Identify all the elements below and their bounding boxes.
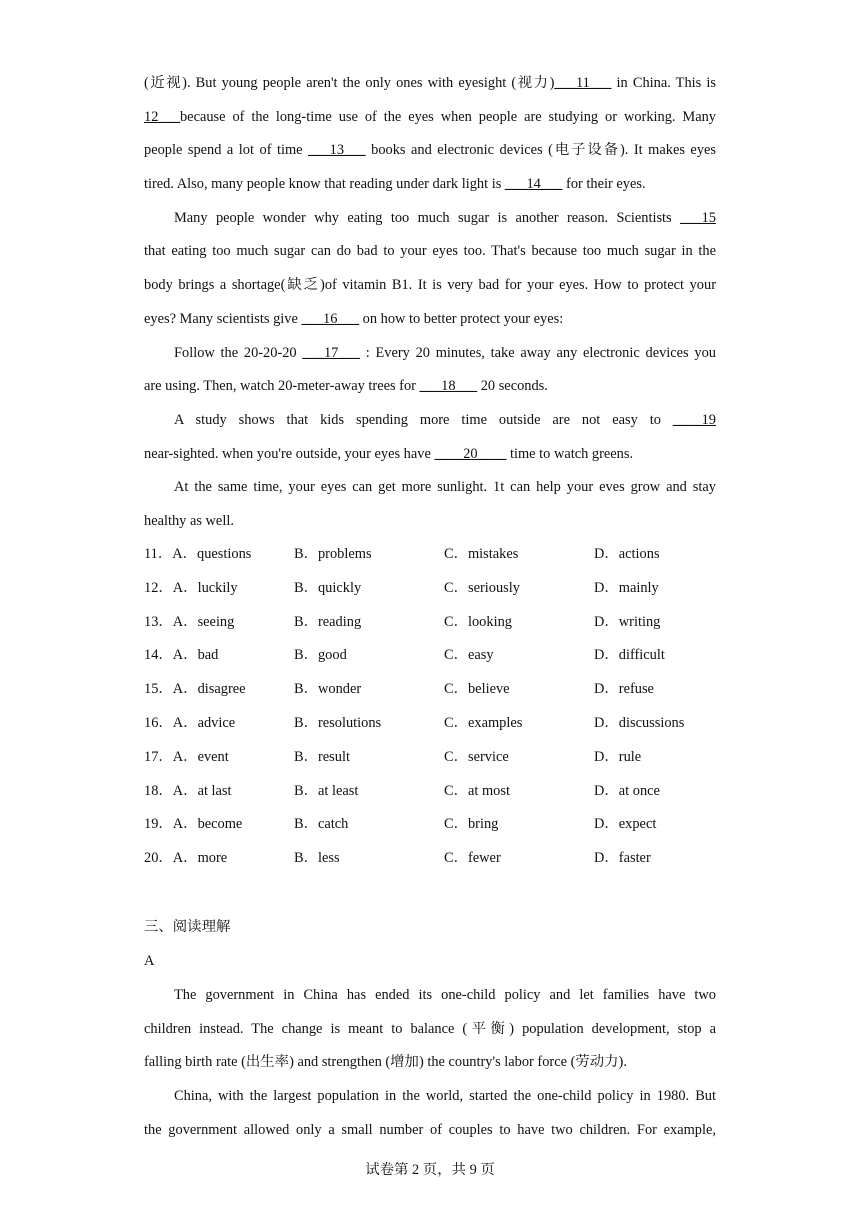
option-d: D．at once [594, 782, 660, 799]
cloze-text: Follow the 20-20-20 [174, 344, 303, 361]
option-a: 19．A．become [144, 816, 243, 833]
cloze-text: on how to better protect your eyes: [359, 310, 564, 327]
cloze-line [144, 407, 716, 441]
cloze-text: eyes? Many scientists give [144, 310, 302, 327]
option-a: 20．A．more [144, 850, 228, 867]
option-b: B．wonder [294, 681, 362, 698]
passage-line: children instead. The change is meant to balance (平衡) population development, stop a [144, 1020, 716, 1037]
cloze-text: are using. Then, watch 20-meter-away trees for [144, 378, 420, 395]
option-c: C．at most [444, 782, 510, 799]
cloze-text: because of the long-time use of the eyes when people are studying or working. Many [179, 108, 716, 125]
passage-line: The government in China has ended its one-child policy and let families have two [174, 987, 716, 1003]
option-a: 13．A．seeing [144, 613, 235, 630]
option-c: C．seriously [444, 579, 520, 596]
option-b: B．result [294, 748, 350, 765]
option-a: 16．A．advice [144, 714, 236, 731]
passage-line: falling birth rate (出生率) and strengthen (增加) the country's labor force (劳动力). [144, 1054, 627, 1071]
cloze-text: 20 seconds. [477, 378, 548, 395]
option-c: C．fewer [444, 850, 501, 867]
option-c: C．believe [444, 681, 510, 698]
option-a: 15．A．disagree [144, 681, 246, 698]
option-d: D．difficult [594, 647, 665, 664]
option-row [144, 710, 744, 744]
cloze-text: At the same time, your eyes can get more sunlight. 1t can help your eves grow and stay [174, 479, 716, 496]
passage-line: China, with the largest population in the world, started the one-child policy in 1980. But [174, 1088, 716, 1105]
option-row [144, 778, 744, 812]
option-b: B．at least [294, 782, 359, 799]
option-row [144, 642, 744, 676]
answer-blank: ____19 [672, 411, 716, 428]
option-d: D．expect [594, 816, 657, 833]
cloze-text: (近视). But young people aren't the only ones with eyesight (视力) [144, 75, 555, 91]
option-a: 17．A．event [144, 748, 229, 765]
cloze-text: time to watch greens. [506, 445, 634, 462]
option-b: B．reading [294, 613, 362, 630]
option-d: D．rule [594, 748, 642, 765]
cloze-text: tired. Also, many people know that reading under dark light is [144, 176, 505, 193]
answer-blank: ___15 [680, 209, 716, 226]
cloze-line [144, 104, 716, 138]
answer-blank: ___14___ [504, 176, 563, 193]
passage-label: A [144, 953, 155, 969]
answer-blank: ___17___ [302, 344, 360, 361]
option-d: D．writing [594, 613, 661, 630]
option-c: C．bring [444, 816, 499, 833]
option-b: B．quickly [294, 579, 362, 596]
option-a: 12．A．luckily [144, 579, 238, 596]
answer-blank: ___18___ [419, 378, 478, 395]
option-d: D．faster [594, 850, 651, 867]
option-row [144, 676, 744, 710]
cloze-text: people spend a lot of time [144, 142, 309, 159]
option-row [144, 811, 744, 845]
cloze-text: for their eyes. [562, 176, 646, 193]
cloze-text: that eating too much sugar can do bad to your eyes too. That's because too much sugar in the [144, 243, 716, 260]
answer-blank: ___16___ [301, 310, 360, 327]
option-a: 14．A．bad [144, 647, 219, 664]
option-row [144, 575, 744, 609]
option-b: B．resolutions [294, 714, 382, 731]
answer-blank: ___11___ [554, 75, 612, 91]
answer-blank: 12___ [144, 108, 180, 125]
option-c: C．easy [444, 647, 494, 664]
cloze-line [144, 373, 716, 407]
option-b: B．good [294, 647, 347, 664]
option-a: 11．A．questions [144, 546, 252, 562]
answer-blank: ____20____ [434, 445, 507, 462]
cloze-line [144, 70, 716, 104]
cloze-line [144, 340, 716, 374]
option-d: D．mainly [594, 579, 659, 596]
option-c: C．service [444, 748, 509, 765]
cloze-line [144, 137, 716, 171]
cloze-text: in China. This is [611, 75, 716, 91]
option-c: C．examples [444, 714, 523, 731]
option-b: B．catch [294, 816, 349, 833]
option-row [144, 609, 744, 643]
cloze-text: : Every 20 minutes, take away any electronic devices you [359, 344, 716, 361]
answer-blank: ___13___ [308, 142, 366, 159]
option-d: D．refuse [594, 681, 654, 698]
option-b: B．problems [294, 546, 372, 562]
option-row [144, 845, 744, 879]
cloze-line [144, 272, 716, 306]
cloze-text: healthy as well. [144, 512, 234, 529]
option-row [144, 541, 744, 575]
cloze-text: Many people wonder why eating too much sugar is another reason. Scientists [174, 209, 681, 226]
cloze-line [144, 171, 716, 205]
option-b: B．less [294, 850, 340, 867]
passage-line: the government allowed only a small number of couples to have two children. For example, [144, 1121, 716, 1138]
cloze-line [144, 474, 716, 508]
options-list [144, 541, 744, 879]
option-d: D．discussions [594, 714, 685, 731]
section-heading: 三、阅读理解 [144, 919, 231, 935]
cloze-text: books and electronic devices (电子设备). It makes eyes [365, 142, 716, 159]
option-d: D．actions [594, 546, 660, 562]
cloze-text: near-sighted. when you're outside, your eyes have [144, 445, 435, 462]
cloze-line [144, 306, 716, 340]
page-footer: 试卷第 2 页，共 9 页 [365, 1162, 495, 1178]
option-c: C．looking [444, 613, 512, 630]
option-row [144, 744, 744, 778]
cloze-line [144, 238, 716, 272]
cloze-text: body brings a shortage(缺乏)of vitamin B1. It is very bad for your eyes. How to protect your [144, 277, 716, 294]
cloze-text: A study shows that kids spending more time outside are not easy to [174, 411, 673, 428]
cloze-line [144, 508, 716, 542]
cloze-line [144, 205, 716, 239]
option-c: C．mistakes [444, 546, 519, 562]
cloze-line [144, 441, 716, 475]
cloze-passage [144, 70, 716, 542]
reading-passage [144, 982, 716, 1150]
option-a: 18．A．at last [144, 782, 232, 799]
